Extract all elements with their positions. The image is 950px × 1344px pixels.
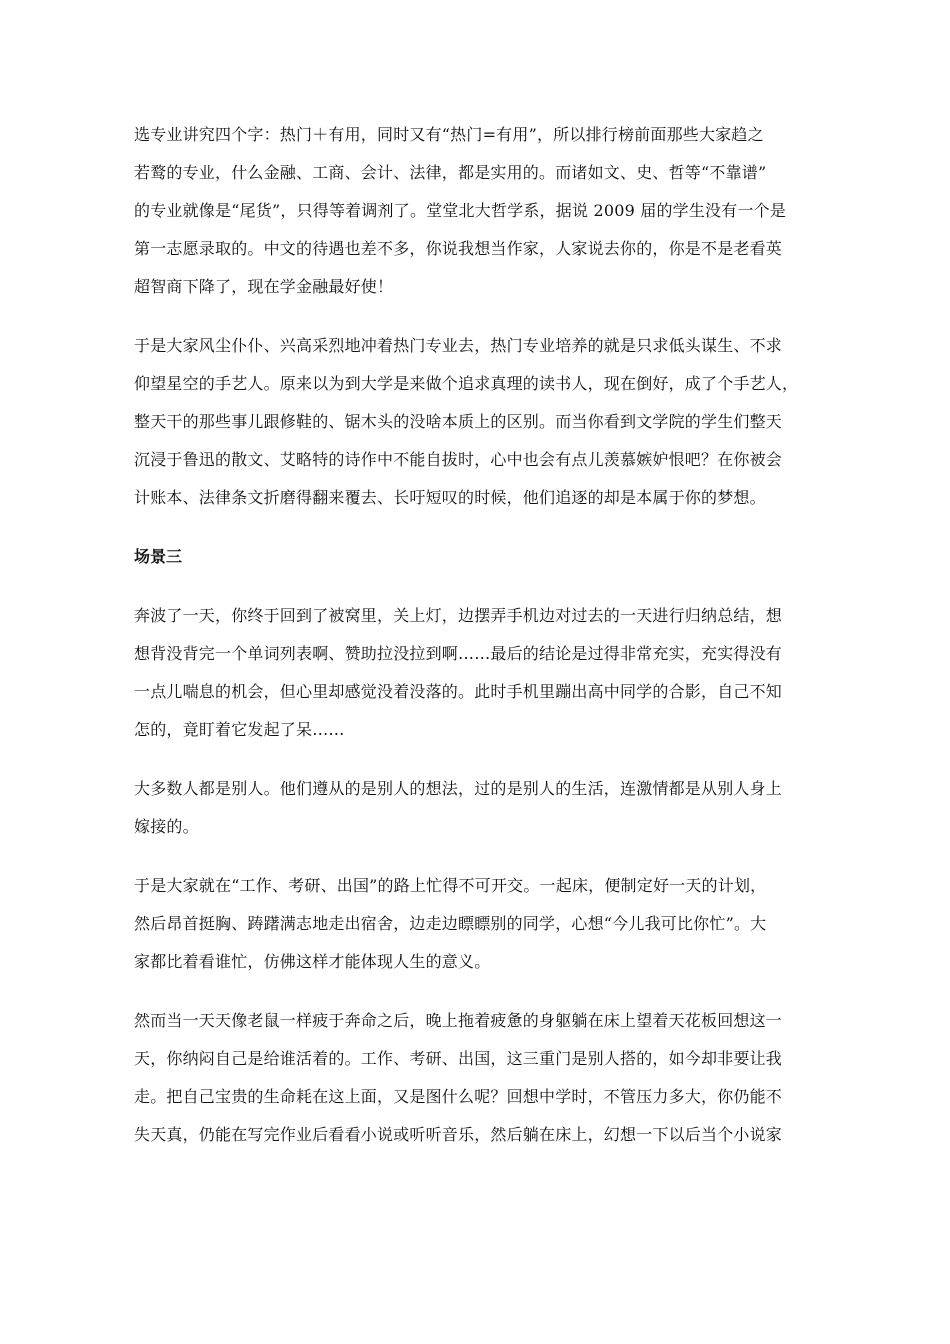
text-line: 仰望星空的手艺人。原来以为到大学是来做个追求真理的读书人，现在倒好，成了个手艺人， <box>134 374 799 393</box>
text-line: 然后昂首挺胸、踌躇满志地走出宿舍，边走边瞟瞟别的同学，心想“今儿我可比你忙”。大 <box>134 914 767 933</box>
text-line: 于是大家风尘仆仆、兴高采烈地冲着热门专业去，热门专业培养的就是只求低头谋生、不求 <box>134 336 783 355</box>
paragraph-2 <box>134 327 834 517</box>
text-line: 失天真，仍能在写完作业后看看小说或听听音乐，然后躺在床上，幻想一下以后当个小说家 <box>134 1125 783 1144</box>
text-line: 计账本、法律条文折磨得翻来覆去、长吁短叹的时候，他们追逐的却是本属于你的梦想。 <box>134 488 766 507</box>
text-line: 走。把自己宝贵的生命耗在这上面，又是图什么呢？回想中学时，不管压力多大，你仍能不 <box>134 1087 783 1106</box>
paragraph-3 <box>134 597 834 749</box>
text-line: 想背没背完一个单词列表啊、赞助拉没拉到啊……最后的结论是过得非常充实，充实得没有 <box>134 644 783 663</box>
text-line: 一点儿喘息的机会，但心里却感觉没着没落的。此时手机里蹦出高中同学的合影，自己不知 <box>134 682 783 701</box>
text-line: 然而当一天天像老鼠一样疲于奔命之后，晚上拖着疲惫的身躯躺在床上望着天花板回想这一 <box>134 1011 783 1030</box>
paragraph-5 <box>134 867 834 981</box>
text-line: 若鹜的专业，什么金融、工商、会计、法律，都是实用的。而诸如文、史、哲等“不靠谱” <box>134 163 767 182</box>
text-line: 超智商下降了，现在学金融最好使！ <box>134 277 394 296</box>
text-line: 沉浸于鲁迅的散文、艾略特的诗作中不能自拔时，心中也会有点儿羡慕嫉妒恨吧？在你被会 <box>134 450 783 469</box>
paragraph-6 <box>134 1002 834 1154</box>
text-line: 奔波了一天，你终于回到了被窝里，关上灯，边摆弄手机边对过去的一天进行归纳总结，想 <box>134 606 783 625</box>
text-line: 大多数人都是别人。他们遵从的是别人的想法，过的是别人的生活，连激情都是从别人身上 <box>134 779 783 798</box>
document-page <box>134 116 834 1175</box>
text-line: 怎的，竟盯着它发起了呆…… <box>134 720 345 739</box>
paragraph-1 <box>134 116 834 306</box>
text-line: 选专业讲究四个字：热门＋有用，同时又有“热门=有用”，所以排行榜前面那些大家趋之 <box>134 125 764 144</box>
text-line: 的专业就像是“尾货”，只得等着调剂了。堂堂北大哲学系，据说 2009 届的学生没有一个是 <box>134 201 787 220</box>
text-line: 家都比着看谁忙，仿佛这样才能体现人生的意义。 <box>134 952 491 971</box>
text-line: 于是大家就在“工作、考研、出国”的路上忙得不可开交。一起床，便制定好一天的计划， <box>134 876 767 895</box>
text-line: 天，你纳闷自己是给谁活着的。工作、考研、出国，这三重门是别人搭的，如今却非要让我 <box>134 1049 783 1068</box>
text-line: 整天干的那些事儿跟修鞋的、锯木头的没啥本质上的区别。而当你看到文学院的学生们整天 <box>134 412 783 431</box>
section-heading: 场景三 <box>134 547 183 566</box>
text-line: 第一志愿录取的。中文的待遇也差不多，你说我想当作家，人家说去你的，你是不是老看英 <box>134 239 783 258</box>
text-line: 嫁接的。 <box>134 817 199 836</box>
paragraph-4 <box>134 770 834 846</box>
